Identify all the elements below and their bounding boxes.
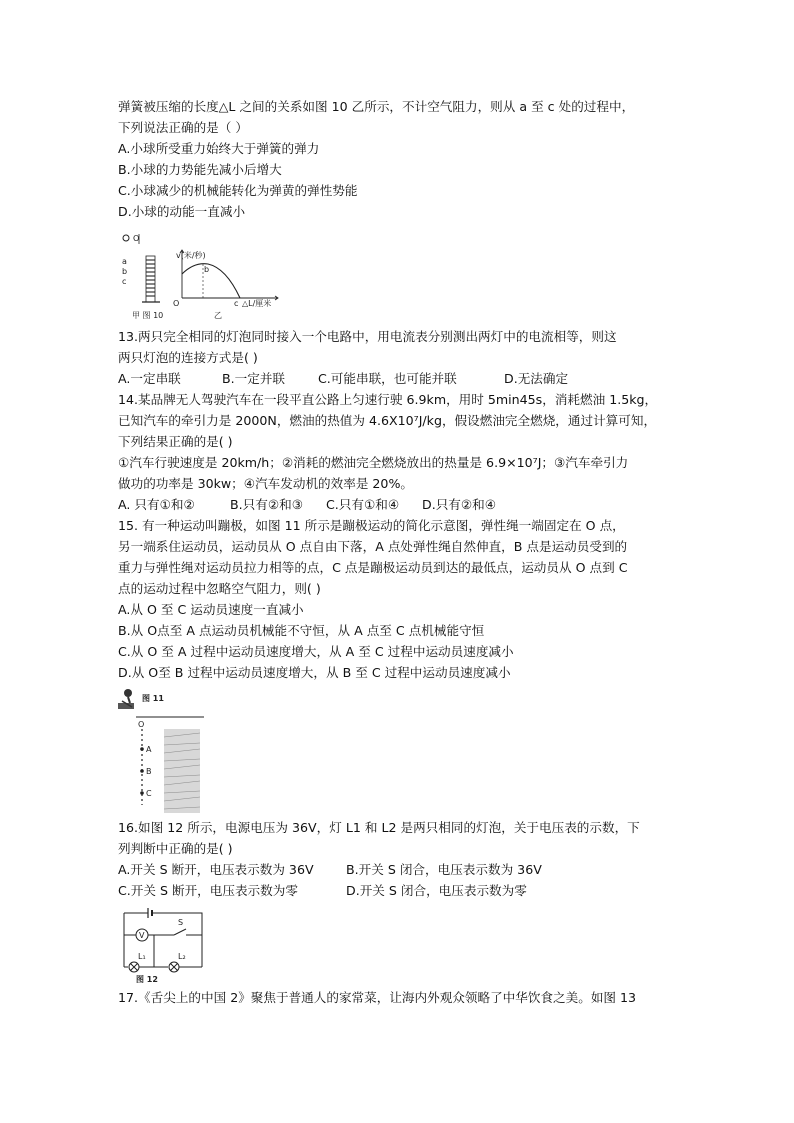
fig10-point-c: c — [122, 277, 127, 286]
q15-option-a: A.从 O 至 C 运动员速度一直减小 — [118, 602, 304, 617]
q13-option-d: D.无法确定 — [504, 371, 569, 386]
q13-options — [118, 368, 678, 389]
q15-line-4: 点的运动过程中忽略空气阻力，则( ) — [118, 581, 321, 596]
q14-option-a: A. 只有①和② — [118, 497, 195, 512]
q14-line-5: 做功的功率是 30kw；④汽车发动机的效率是 20%。 — [118, 476, 413, 491]
question-17 — [118, 987, 678, 1008]
q12-option-a: A.小球所受重力始终大于弹簧的弹力 — [118, 141, 320, 156]
fig11-point-b: B — [146, 767, 152, 776]
q15-option-c: C.从 O 至 A 过程中运动员速度增大，从 A 至 C 过程中运动员速度减小 — [118, 644, 514, 659]
q17-line-1: 17.《舌尖上的中国 2》聚焦于普通人的家常菜，让海内外观众领略了中华饮食之美。如图 13 — [118, 990, 637, 1005]
fig10-point-a: a — [122, 257, 127, 266]
q16-option-d: D.开关 S 闭合，电压表示数为零 — [346, 883, 527, 898]
figure-10-drawing — [118, 228, 318, 320]
fig10-graph-point-c: c — [234, 299, 239, 308]
q14-line-2: 已知汽车的牵引力是 2000N，燃油的热值为 4.6X10⁷J/kg，假设燃油完全燃烧，通过计算可知， — [118, 413, 657, 428]
figure-12-circuit — [118, 905, 218, 985]
question-12 — [118, 96, 678, 222]
q14-option-c: C.只有①和④ — [326, 497, 400, 512]
fig12-switch-label: S — [178, 918, 184, 927]
q13-option-b: B.一定并联 — [222, 371, 286, 386]
fig10-origin-o: O — [133, 234, 140, 243]
q13-line-2: 两只灯泡的连接方式是( ) — [118, 350, 258, 365]
fig11-point-o: O — [138, 720, 145, 729]
q14-line-1: 14.某品牌无人驾驶汽车在一段平直公路上匀速行驶 6.9km，用时 5min45s，消耗燃油 1.5kg， — [118, 392, 658, 407]
fig10-y-axis-label: v(米/秒) — [176, 251, 206, 260]
q15-line-3: 重力与弹性绳对运动员拉力相等的点，C 点是蹦极运动员到达的最低点，运动员从 O 点到 C — [118, 560, 628, 575]
q16-option-a: A.开关 S 断开，电压表示数为 36V — [118, 862, 314, 877]
question-15 — [118, 515, 678, 683]
fig10-point-b: b — [122, 267, 128, 276]
fig10-graph-point-b: b — [204, 265, 210, 274]
fig11-point-c: C — [146, 789, 152, 798]
q12-option-b: B.小球的力势能先减小后增大 — [118, 162, 282, 177]
fig12-lamp-2-label: L₂ — [178, 952, 186, 961]
q15-line-2: 另一端系住运动员，运动员从 O 点自由下落，A 点处弹性绳自然伸直，B 点是运动员受到的 — [118, 539, 628, 554]
question-13 — [118, 326, 678, 389]
q16-options-row-1 — [118, 859, 678, 880]
fig12-lamp-1-label: L₁ — [138, 952, 146, 961]
q12-option-d: D.小球的动能一直减小 — [118, 204, 246, 219]
q14-options — [118, 494, 678, 515]
q16-option-b: B.开关 S 闭合，电压表示数为 36V — [346, 862, 542, 877]
fig12-voltmeter-label: V — [139, 931, 145, 940]
figure-12 — [118, 905, 678, 987]
q13-line-1: 13.两只完全相同的灯泡同时接入一个电路中，用电流表分别测出两灯中的电流相等，则这 — [118, 329, 617, 344]
fig12-label: 图 12 — [136, 975, 158, 984]
q15-line-1: 15. 有一种运动叫蹦极，如图 11 所示是蹦极运动的简化示意图，弹性绳一端固定在 O 点， — [118, 518, 625, 533]
q14-option-d: D.只有②和④ — [422, 497, 497, 512]
figure-11-drawing — [118, 687, 208, 813]
q13-option-c: C.可能串联，也可能并联 — [318, 371, 457, 386]
q12-line-2: 下列说法正确的是（ ） — [118, 120, 248, 135]
q14-option-b: B.只有②和③ — [230, 497, 304, 512]
q16-line-1: 16.如图 12 所示，电源电压为 36V，灯 L1 和 L2 是两只相同的灯泡，关于电压表的示数，下 — [118, 820, 640, 835]
question-16 — [118, 817, 678, 901]
q15-option-b: B.从 O点至 A 点运动员机械能不守恒，从 A 点至 C 点机械能守恒 — [118, 623, 485, 638]
q15-option-d: D.从 O至 B 过程中运动员速度增大，从 B 至 C 过程中运动员速度减小 — [118, 665, 511, 680]
q14-line-4: ①汽车行驶速度是 20km/h；②消耗的燃油完全燃烧放出的热量是 6.9×10⁷J；③汽车牵引力 — [118, 455, 629, 470]
exam-page — [118, 96, 678, 1008]
fig11-label: 图 11 — [142, 694, 164, 703]
fig10-x-axis-label: △L/厘米 — [242, 299, 272, 308]
fig10-label-jia: 甲 图 10 — [132, 311, 164, 320]
fig10-graph-origin: O — [173, 299, 180, 308]
q16-option-c: C.开关 S 断开，电压表示数为零 — [118, 883, 298, 898]
q16-options-row-2 — [118, 880, 678, 901]
q12-line-1: 弹簧被压缩的长度△L 之间的关系如图 10 乙所示，不计空气阻力，则从 a 至 c 处的过程中， — [118, 99, 635, 114]
question-14 — [118, 389, 678, 515]
fig11-point-a: A — [146, 745, 152, 754]
q13-option-a: A.一定串联 — [118, 371, 181, 386]
q14-line-3: 下列结果正确的是( ) — [118, 434, 233, 449]
figure-11 — [118, 687, 678, 817]
fig10-label-yi: 乙 — [214, 311, 222, 320]
q12-option-c: C.小球减少的机械能转化为弹黄的弹性势能 — [118, 183, 358, 198]
figure-10 — [118, 228, 678, 324]
q16-line-2: 列判断中正确的是( ) — [118, 841, 233, 856]
